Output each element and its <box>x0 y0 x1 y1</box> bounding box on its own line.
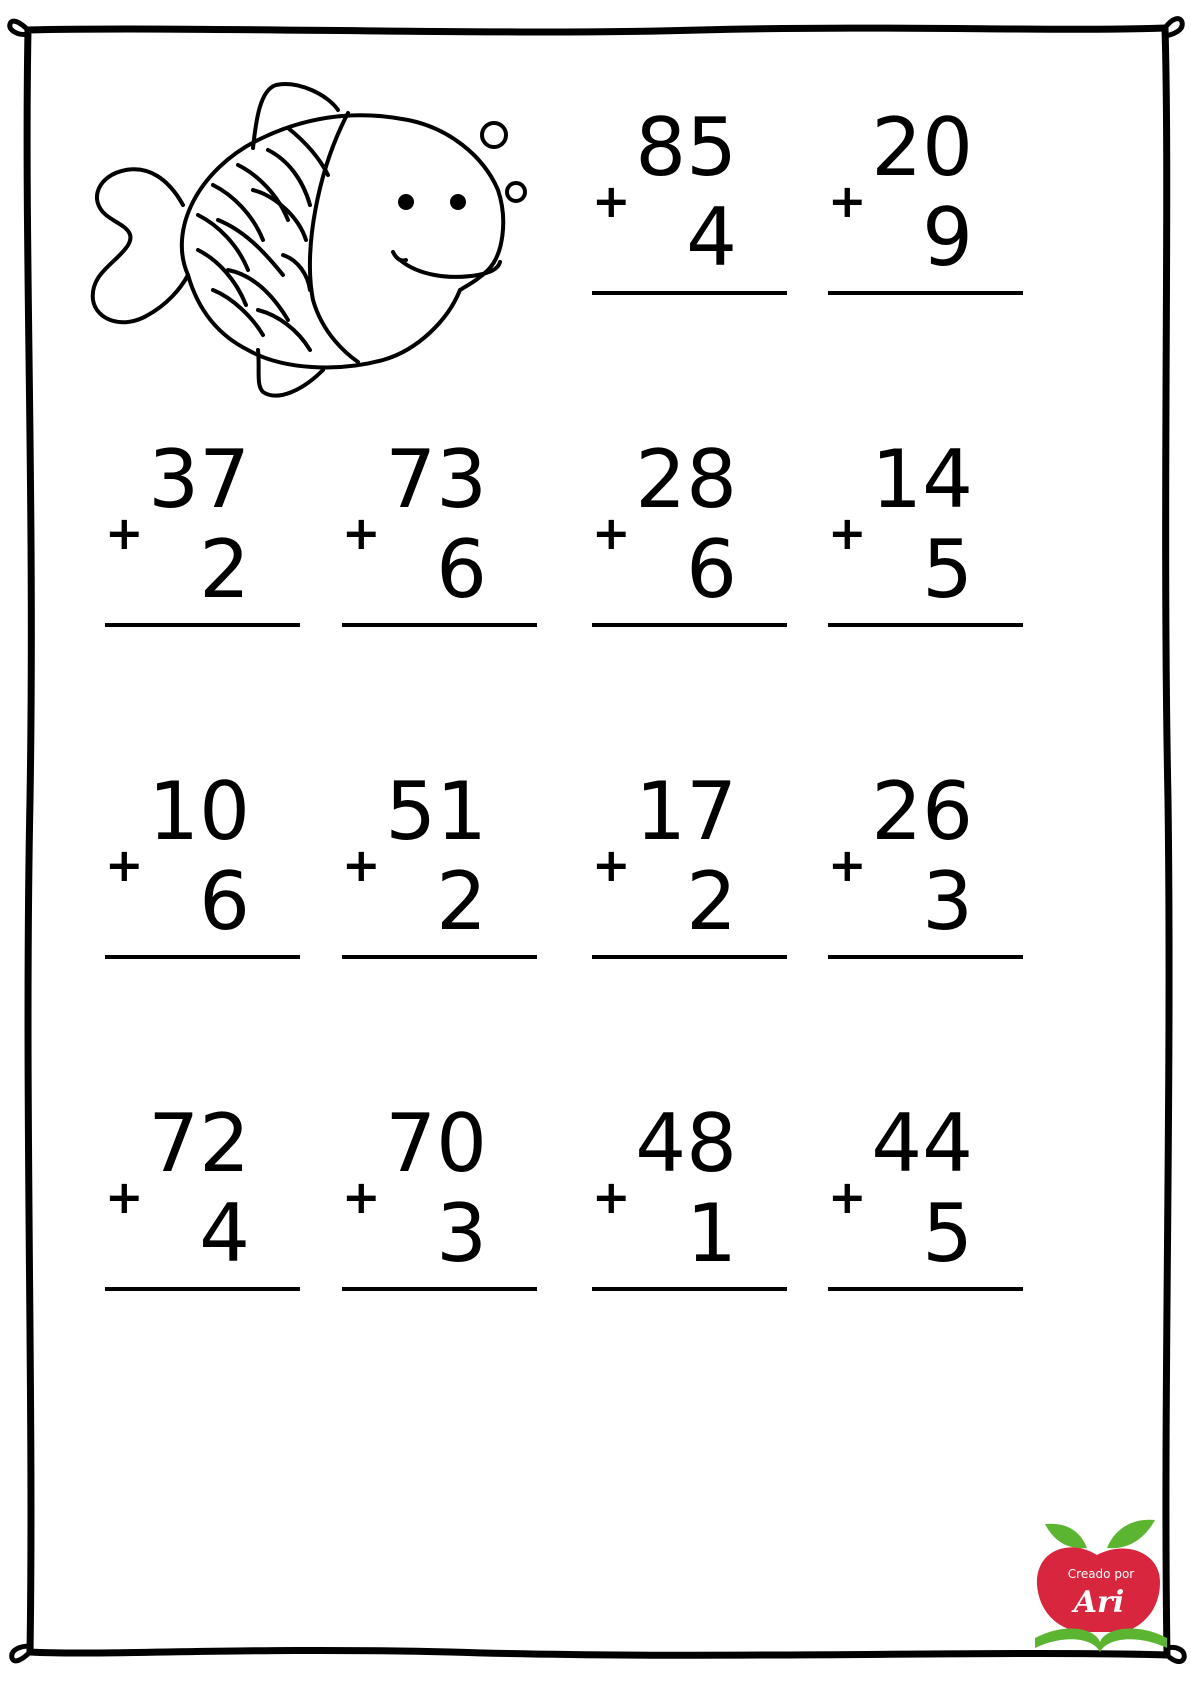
fish-illustration <box>88 80 578 420</box>
plus-sign: + <box>592 838 631 892</box>
bubble-icon <box>507 183 525 201</box>
answer-line <box>592 955 787 959</box>
plus-sign: + <box>592 1170 631 1224</box>
answer-line <box>592 623 787 627</box>
addend-bottom: 4 <box>686 191 737 284</box>
logo-caption: Creado por <box>1067 1567 1135 1581</box>
answer-line <box>828 955 1023 959</box>
problem-4 <box>342 433 537 630</box>
problem-11 <box>105 1097 300 1294</box>
addend-bottom: 3 <box>922 855 973 948</box>
addend-bottom: 6 <box>686 523 737 616</box>
plus-sign: + <box>828 838 867 892</box>
problem-6 <box>828 433 1023 630</box>
plus-sign: + <box>342 838 381 892</box>
addend-top: 51 <box>385 765 487 858</box>
addend-top: 14 <box>871 433 973 526</box>
problem-5 <box>592 433 787 630</box>
problem-3 <box>105 433 300 630</box>
plus-sign: + <box>592 506 631 560</box>
addend-bottom: 4 <box>199 1187 250 1280</box>
plus-sign: + <box>342 1170 381 1224</box>
plus-sign: + <box>105 1170 144 1224</box>
answer-line <box>592 1287 787 1291</box>
problem-2 <box>828 101 1023 298</box>
addend-top: 85 <box>635 101 737 194</box>
addend-bottom: 6 <box>199 855 250 948</box>
logo-name: Ari <box>1073 1585 1125 1620</box>
bubble-icon <box>482 123 506 147</box>
problem-13 <box>592 1097 787 1294</box>
addend-top: 48 <box>635 1097 737 1190</box>
leaf-icon <box>1045 1524 1087 1549</box>
addend-bottom: 2 <box>199 523 250 616</box>
problem-8 <box>342 765 537 962</box>
answer-line <box>828 623 1023 627</box>
creator-logo <box>1025 1510 1175 1660</box>
addend-top: 72 <box>148 1097 250 1190</box>
plus-sign: + <box>105 838 144 892</box>
answer-line <box>105 623 300 627</box>
addend-bottom: 5 <box>922 523 973 616</box>
answer-line <box>342 623 537 627</box>
addend-bottom: 2 <box>686 855 737 948</box>
problem-1 <box>592 101 787 298</box>
plus-sign: + <box>105 506 144 560</box>
addend-top: 44 <box>871 1097 973 1190</box>
addend-top: 10 <box>148 765 250 858</box>
answer-line <box>592 291 787 295</box>
answer-line <box>105 955 300 959</box>
answer-line <box>342 955 537 959</box>
problem-12 <box>342 1097 537 1294</box>
addend-top: 37 <box>148 433 250 526</box>
addend-bottom: 6 <box>436 523 487 616</box>
problem-7 <box>105 765 300 962</box>
addend-bottom: 1 <box>686 1187 737 1280</box>
addend-top: 73 <box>385 433 487 526</box>
addend-bottom: 2 <box>436 855 487 948</box>
leaf-icon <box>1107 1520 1155 1548</box>
answer-line <box>105 1287 300 1291</box>
addend-top: 17 <box>635 765 737 858</box>
plus-sign: + <box>592 174 631 228</box>
addend-bottom: 9 <box>922 191 973 284</box>
addend-top: 70 <box>385 1097 487 1190</box>
problem-10 <box>828 765 1023 962</box>
problem-9 <box>592 765 787 962</box>
plus-sign: + <box>342 506 381 560</box>
answer-line <box>828 291 1023 295</box>
answer-line <box>342 1287 537 1291</box>
plus-sign: + <box>828 1170 867 1224</box>
fish-eye-right-icon <box>450 194 466 210</box>
addend-top: 26 <box>871 765 973 858</box>
addend-bottom: 3 <box>436 1187 487 1280</box>
addend-bottom: 5 <box>922 1187 973 1280</box>
addend-top: 20 <box>871 101 973 194</box>
answer-line <box>828 1287 1023 1291</box>
plus-sign: + <box>828 174 867 228</box>
fish-eye-left-icon <box>398 194 414 210</box>
addend-top: 28 <box>635 433 737 526</box>
problem-14 <box>828 1097 1023 1294</box>
plus-sign: + <box>828 506 867 560</box>
